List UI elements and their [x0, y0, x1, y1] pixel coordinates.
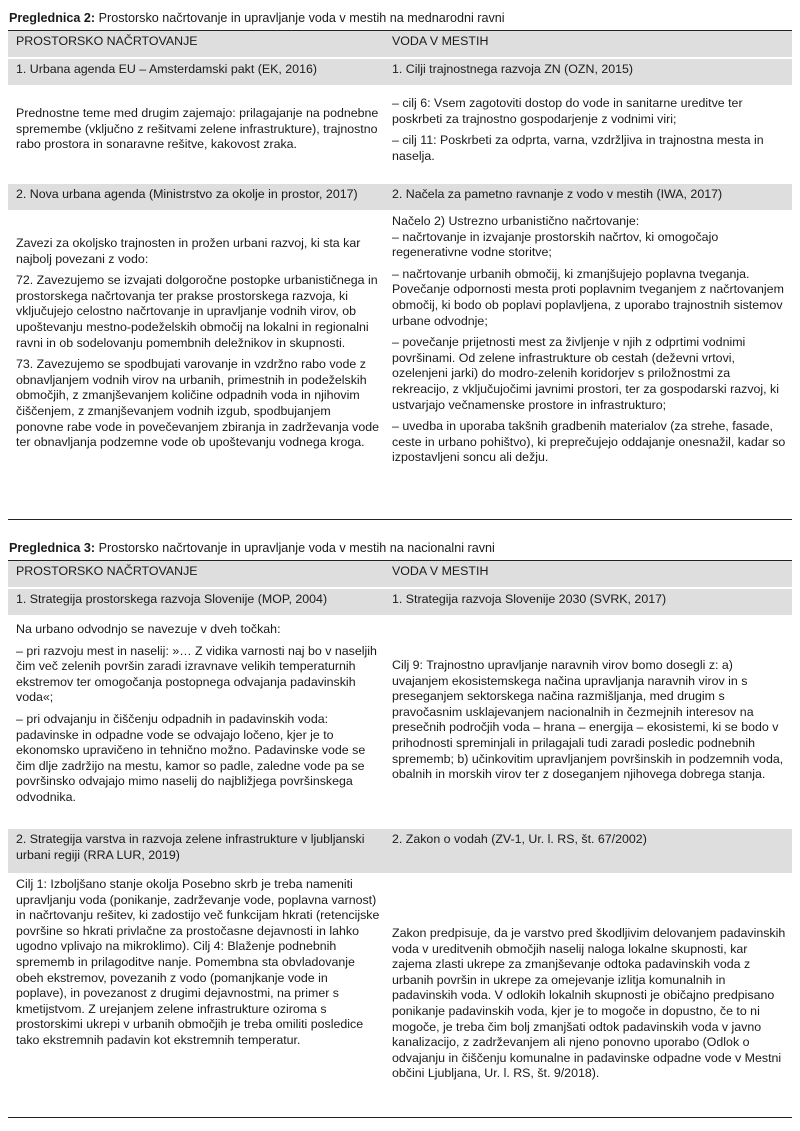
table2-row2-right-head: 2. Načela za pametno ravnanje z vodo v mestih (IWA, 2017) — [388, 184, 792, 210]
table2-row1-right-cell — [392, 96, 788, 164]
table3-row2-right-head: 2. Zakon o vodah (ZV-1, Ur. l. RS, št. 67/2002) — [388, 829, 792, 873]
table2-bottom-rule — [8, 519, 792, 520]
table2-row2-left-cell — [16, 236, 380, 451]
table2-caption-text: Prostorsko načrtovanje in upravljanje voda v mestih na mednarodni ravni — [98, 11, 505, 25]
table2-row2-left-para: 72. Zavezujemo se izvajati dolgoročne postopke urbanističnega in prostorskega načrtovanja ter prakse prostorskega razvoja, ki vključujejo celostno načrtovanje in upravljanje vodnih virov, ob upoštevanju mestno-podeželskih območij na lokalni in regionalni ravni in ob sodelovanju pomembnih deležnikov in skupnosti. — [16, 273, 378, 350]
table3-caption-label: Preglednica 3: — [9, 541, 96, 555]
table2-caption — [9, 11, 505, 27]
table2-row1-right-head: 1. Cilji trajnostnega razvoja ZN (OZN, 2015) — [388, 59, 792, 85]
table2-row2-right-item: – uvedba in uporaba takšnih gradbenih materialov (za strehe, fasade, ceste in urbano pohištvo), ki preprečujejo oddajanje onesnažil, kadar so izpostavljeni soncu ali dežju. — [392, 419, 786, 465]
table2-row1-right-item: – cilj 6: Vsem zagotoviti dostop do vode in sanitarne ureditve ter poskrbeti za trajnostno gospodarjenje z vodnimi viri; — [392, 96, 743, 126]
table2-row1-right-item: – cilj 11: Poskrbeti za odprta, varna, vzdržljiva in trajnostna mesta in naselja. — [392, 133, 764, 163]
table3-col-right: VODA V MESTIH — [388, 561, 792, 587]
table3-col-left: PROSTORSKO NAČRTOVANJE — [8, 561, 388, 587]
table3-row2-left-text: Cilj 1: Izboljšano stanje okolja Posebno skrb je treba nameniti upravljanju voda (ponikanje, zadrževanje vode, poplavna varnost) in načrtovanju rešitev, ki zadostijo več funkcijam hkrati (retencijske površine so hkrati privlačne za prostočasne dejavnosti in lahko ugodno vplivajo na mikroklimo). Cilj 4: Blaženje podnebnih sprememb in prilagoditve nanje. Pomembna sta obvladovanje obeh ekstremov, povezanih z vodo (pomanjkanje vode in poplave), in povezanost z drugimi dejavnostmi, na primer s kmetijstvom. Z urejanjem zelene infrastrukture oziroma s prostorskimi ukrepi v urbanih območjih je treba omiliti posledice tako ekstremnih padavin kot ekstremnih temperatur. — [16, 877, 380, 1047]
table2-row2-left-para: 73. Zavezujemo se spodbujati varovanje in vzdržno rabo vode z obnavljanjem vodnih virov na urbanih, primestnih in podeželskih območjih, z zmanjševanjem količine odpadnih voda in njihovim čiščenjem, z zmanjševanjem vodnih izgub, spodbujanjem ponovne rabe vode in povečevanjem zbiranja in zadrževanja vode ter obnavljanja podzemne vode ob upoštevanju vodnega kroga. — [16, 357, 380, 450]
table3-row1-left-item: – pri odvajanju in čiščenju odpadnih in padavinskih voda: padavinske in odpadne vode se odvajajo ločeno, kjer je to ekonomsko upravičeno in tehnično možno. Padavinske vode se čim dlje zadržijo na mestu, kamor so padle, zaledne vode pa se površinsko odvajajo mimo naselij do najbližjega površinskega odvodnika. — [16, 711, 366, 804]
table2-col-left: PROSTORSKO NAČRTOVANJE — [8, 31, 388, 57]
table3-row2-left-head: 2. Strategija varstva in razvoja zelene infrastrukture v ljubljanski urbani regiji (RRA LUR, 2019) — [8, 829, 388, 873]
table2-caption-label: Preglednica 2: — [9, 11, 96, 25]
table2-row2-left-head: 2. Nova urbana agenda (Ministrstvo za okolje in prostor, 2017) — [8, 184, 388, 210]
table3-row1-right-text: Cilj 9: Trajnostno upravljanje naravnih virov bomo dosegli z: a) uvajanjem ekosistemskega načina upravljanja naravnih virov in s preseganjem sektorskega načina razmišljanja, med drugim s pravočasnim usklajevanjem nacionalnih in čezmejnih interesov na presečnih področjih voda – hrana – energija – ekosistemi, ki se bodo v prihodnosti spreminjali in prilagajali tudi zaradi posledic podnebnih sprememb; b) učinkovitim upravljanjem površinskih in podzemnih voda, obalnih in morskih virov ter z doseganjem njihovega dobrega stanja. — [392, 658, 784, 782]
table3-caption — [9, 541, 495, 557]
table3-row1-left-cell — [16, 622, 380, 806]
table3-row2-right-text: Zakon predpisuje, da je varstvo pred škodljivim delovanjem padavinskih voda v ureditvenih območjih naselij naloga lokalne skupnosti, kar zajema zlasti ukrepe za zmanjševanje odtoka padavinskih voda z urbanih površin in ukrepe za omejevanje izlitja komunalnih in padavinskih voda. V odlokih lokalnih skupnosti je običajno predpisano ponikanje padavinskih voda, kjer je to mogoče in dopustno, če to ni mogoče, je treba čim bolj zmanjšati odtok padavinskih voda v javno kanalizacijo, z zadrževanjem ali njeno ponovno uporabo (Odlok o odvajanju in čiščenju komunalne in padavinske odpadne vode v Mestni občini Ljubljana, Ur. l. RS, št. 9/2018). — [392, 926, 786, 1081]
table2-row2-right-item: – povečanje prijetnosti mest za življenje v njih z odprtimi vodnimi površinami. Od zelene infrastrukture ob cestah (deževni vrtovi, ozelenjeni jarki) do modro-zelenih koridorjev s priložnostmi za rekreacijo, z vključujočimi javnimi prostori, ter za gospodarski razvoj, ki ustvarjajo večnamenske prostore in infrastrukturo; — [392, 335, 779, 412]
table2-row2-right-para: Načelo 2) Ustrezno urbanistično načrtovanje: — [392, 214, 640, 228]
table3-row1-right-head: 1. Strategija razvoja Slovenije 2030 (SVRK, 2017) — [388, 589, 792, 615]
table3-row1-left-head: 1. Strategija prostorskega razvoja Slovenije (MOP, 2004) — [8, 589, 388, 615]
table3-row1-left-para: Na urbano odvodnjo se navezuje v dveh točkah: — [16, 622, 281, 636]
table2-row2-left-para: Zavezi za okoljsko trajnosten in prožen urbani razvoj, ki sta kar najbolj povezani z vodo: — [16, 236, 361, 266]
table2-row1-left-text: Prednostne teme med drugim zajemajo: prilagajanje na podnebne spremembe (vključno z rešitvami zelene infrastrukture), trajnostno rabo prostora in sonaravne rešitve, kakovost zraka. — [16, 106, 379, 152]
table2-col-right: VODA V MESTIH — [388, 31, 792, 57]
table3-row1-left-item: – pri razvoju mest in naselij: »… Z vidika varnosti naj bo v naseljih čim več zelenih površin zaradi izravnave velikih temperaturnih ekstremov ter omogočanja postopnega odvajanja padavinskih voda«; — [16, 643, 377, 705]
table3-caption-text: Prostorsko načrtovanje in upravljanje voda v mestih na nacionalni ravni — [98, 541, 495, 555]
table2-row2-right-cell — [392, 214, 788, 466]
table3-bottom-rule — [8, 1117, 792, 1118]
table2-row2-right-item: – načrtovanje in izvajanje prostorskih načrtov, ki omogočajo regenerativne vodne storitve; — [392, 229, 719, 260]
table2-row1-left-head: 1. Urbana agenda EU – Amsterdamski pakt (EK, 2016) — [8, 59, 388, 85]
table2-row2-right-item: – načrtovanje urbanih območij, ki zmanjšujejo poplavna tveganja. Povečanje odpornosti mesta proti poplavnim tveganjem z načrtovanjem območij, ki bodo ob poplavi poplavljena, z uporabo trajnostnih sistemov urbane odvodnje; — [392, 266, 784, 328]
